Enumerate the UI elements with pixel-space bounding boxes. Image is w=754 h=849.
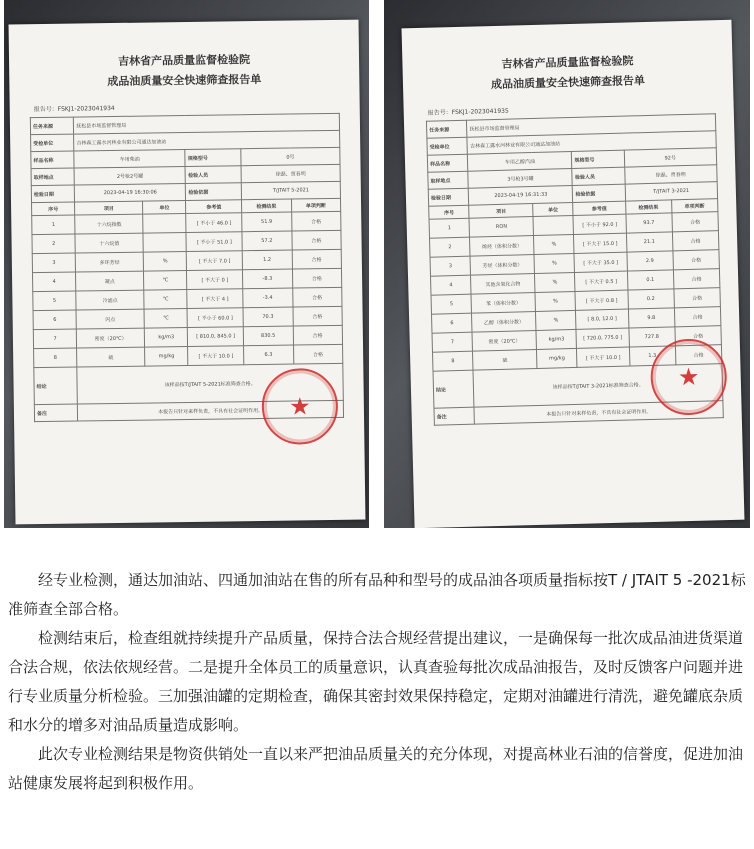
cell-result: 1.2: [242, 250, 292, 270]
cell-ref: [ 不大于 0.8 ]: [575, 290, 627, 310]
col-header: 参考值: [573, 201, 625, 215]
cell-result: 830.5: [243, 326, 293, 346]
info-label: 任务来源: [426, 120, 467, 138]
cell-item: 凝点: [76, 271, 144, 291]
conclusion-label: 结论: [433, 370, 474, 408]
cell-no: 1: [32, 215, 76, 235]
cell-result: 6.3: [244, 345, 294, 365]
cell-unit: kg/m3: [144, 327, 188, 347]
cell-ref: [ 不大于 10.0 ]: [577, 347, 629, 367]
cell-result: 0.2: [627, 289, 674, 309]
cell-no: 1: [429, 218, 470, 238]
info-value: 92号: [624, 148, 717, 167]
info-label: 样品名称: [31, 151, 74, 169]
info-label: 检验人员: [572, 167, 624, 185]
cell-ref: [ 不大于 0.5 ]: [575, 271, 627, 291]
conclusion-label: 结论: [34, 367, 78, 405]
info-value: 吉林森工露水河林业有限公司通达加油站: [74, 130, 340, 151]
col-header: 单位: [533, 202, 574, 216]
cell-unit: [143, 214, 187, 234]
cell-no: 5: [431, 294, 472, 314]
cell-unit: %: [535, 291, 576, 311]
info-value: 抚松县市场监督管理局: [74, 113, 340, 134]
info-label: 检验依据: [186, 183, 242, 201]
cell-no: 7: [432, 332, 473, 352]
cell-ref: [ 810.0, 845.0 ]: [188, 327, 244, 347]
official-seal: [261, 368, 338, 445]
star-icon: ★: [677, 362, 700, 392]
info-label: 检验日期: [31, 185, 74, 203]
cell-judge: 合格: [672, 231, 719, 251]
note-label: 备注: [34, 404, 77, 422]
cell-judge: 合格: [675, 345, 722, 365]
cell-result: 9.8: [628, 308, 675, 328]
col-header: 单位: [143, 201, 186, 215]
cell-judge: 合格: [672, 212, 719, 232]
info-label: 规格型号: [185, 149, 241, 167]
info-value: 2号枪2号罐: [74, 167, 185, 186]
col-header: 单项判断: [291, 198, 341, 212]
cell-no: 6: [33, 310, 77, 330]
cell-ref: [ 720.0, 775.0 ]: [576, 328, 628, 348]
cell-item: 硫: [473, 349, 537, 370]
note-text: 本报告只针对来样负责，不具有社会证明作用。: [474, 401, 723, 425]
info-value: 0号: [241, 147, 340, 165]
cell-judge: 合格: [673, 250, 720, 270]
info-label: 任务来源: [30, 117, 73, 135]
cell-unit: [143, 233, 187, 253]
col-header: 序号: [429, 205, 470, 219]
col-header: 序号: [32, 202, 75, 216]
cell-no: 8: [34, 348, 78, 368]
cell-item: 苯（体积分数）: [471, 293, 535, 314]
cell-result: 21.1: [626, 232, 673, 252]
cell-unit: kg/m3: [536, 329, 577, 349]
cell-judge: 合格: [673, 269, 720, 289]
cell-ref: [ 不小于 51.0 ]: [186, 232, 242, 252]
cell-ref: [ 8.0, 12.0 ]: [576, 309, 628, 329]
info-value: 吉林森工露水河林业有限公司通达加油站: [467, 131, 716, 155]
cell-item: 密度（20℃）: [472, 330, 536, 351]
info-value: 车用乙醇汽油: [468, 151, 572, 171]
cell-judge: 合格: [675, 326, 722, 346]
cell-result: 1.3: [629, 346, 676, 366]
col-header: 参考值: [186, 200, 242, 214]
info-label: 样品名称: [427, 154, 468, 172]
cell-result: 70.3: [243, 307, 293, 327]
report-title: 成品油质量安全快速筛查报告单: [107, 72, 262, 89]
cell-result: 2.9: [626, 251, 673, 271]
cell-result: 51.9: [242, 212, 292, 232]
cell-unit: ℃: [144, 308, 188, 328]
cell-no: 5: [33, 291, 77, 311]
cell-item: 多环芳烃: [75, 252, 143, 272]
cell-judge: 合格: [293, 344, 343, 364]
cell-ref: [ 不大于 15.0 ]: [574, 233, 626, 253]
info-label: 受检单位: [31, 134, 74, 152]
cell-item: 其他含氧化合物: [471, 274, 535, 295]
cell-item: 十六烷值: [75, 233, 143, 253]
cell-unit: %: [534, 234, 575, 254]
note-label: 备注: [434, 407, 475, 425]
cell-judge: 合格: [293, 325, 343, 345]
cell-ref: [ 不小于 60.0 ]: [187, 308, 243, 328]
cell-judge: 合格: [674, 288, 721, 308]
cell-judge: 合格: [674, 307, 721, 327]
cell-no: 3: [32, 253, 76, 273]
report-number: 报告号：FSKJ1-2023041935: [427, 107, 509, 117]
info-label: 受检单位: [427, 137, 468, 155]
info-label: 检验人员: [185, 166, 241, 184]
col-header: 检测结果: [625, 200, 672, 214]
cell-unit: %: [534, 253, 575, 273]
report-org: 吉林省产品质量监督检验院: [501, 54, 634, 71]
cell-no: 4: [431, 275, 472, 295]
cell-no: 8: [432, 351, 473, 371]
cell-no: 6: [432, 313, 473, 333]
report-sheet: [402, 20, 745, 528]
info-value: T/JTAIT 3-2021: [625, 182, 718, 201]
cell-ref: [ 不小于 92.0 ]: [573, 214, 625, 234]
cell-judge: 合格: [292, 268, 342, 288]
col-header: 单项判断: [671, 199, 718, 213]
conclusion-text: 该样品按T/JTAIT 3-2021标准筛查合格。: [473, 364, 722, 407]
cell-judge: 合格: [291, 230, 341, 250]
col-header: 检测结果: [242, 199, 292, 213]
conclusion-text: 该样品按T/JTAIT 5-2021标准筛查合格。: [77, 363, 343, 404]
cell-ref: [ 不小于 46.0 ]: [186, 213, 242, 233]
cell-unit: mg/kg: [145, 346, 189, 366]
cell-judge: 合格: [292, 287, 342, 307]
cell-no: 4: [32, 272, 76, 292]
paragraph: 检测结束后，检查组就持续提升产品质量，保持合法合规经营提出建议，一是确保每一批次成品油进货渠道合法合规，依法依规经营。二是提升全体员工的质量意识，认真查验每批次成品油报告，及时反馈客户问题并进行专业质量分析检验。三加强油罐的定期检查，确保其密封效果保持稳定，定期对油罐进行清洗，避免罐底杂质和水分的增多对油品质量造成影响。: [8, 629, 744, 734]
cell-no: 3: [430, 256, 471, 276]
info-label: 取样地点: [428, 171, 469, 189]
info-value: 徐磊、贾春明: [624, 165, 717, 184]
info-label: 检验日期: [428, 188, 469, 206]
info-label: 检验依据: [573, 184, 625, 202]
cell-no: 7: [33, 329, 77, 349]
report-sheet: [9, 20, 366, 525]
cell-no: 2: [430, 237, 471, 257]
cell-result: 57.2: [242, 231, 292, 251]
info-value: 2023-04-19 16:30:06: [75, 184, 186, 203]
cell-item: 硫: [77, 347, 145, 367]
info-value: T/JTAIT 5-2021: [241, 181, 340, 199]
info-label: 取样地点: [31, 168, 74, 186]
star-icon: ★: [288, 392, 311, 421]
paragraph: 此次专业检测结果是物资供销处一直以来严把油品质量关的充分体现，对提高林业石油的信誉度，促进加油站健康发展将起到积极作用。: [8, 745, 744, 792]
cell-no: 2: [32, 234, 76, 254]
cell-unit: [533, 215, 574, 235]
cell-item: 芳烃（体积分数）: [470, 255, 534, 276]
cell-unit: %: [535, 310, 576, 330]
note-text: 本报告只针对来样负责，不具有社会证明作用。: [78, 400, 344, 421]
cell-item: 烯烃（体积分数）: [470, 236, 534, 257]
cell-item: 乙醇（体积分数）: [472, 311, 536, 332]
cell-ref: [ 不大于 0 ]: [187, 270, 243, 290]
info-label: 规格型号: [572, 150, 624, 168]
cell-unit: ℃: [144, 289, 188, 309]
cell-item: 十六烷指数: [75, 214, 143, 234]
report-number: 报告号：FSKJ1-2023041934: [33, 104, 115, 114]
info-value: 3号枪3号罐: [468, 168, 572, 188]
report-title: 成品油质量安全快速筛查报告单: [490, 74, 646, 92]
cell-ref: [ 不大于 35.0 ]: [574, 252, 626, 272]
cell-result: 727.8: [628, 327, 675, 347]
paragraph: 经专业检测，通达加油站、四通加油站在售的所有品种和型号的成品油各项质量指标按T / JTAIT 5 -2021标准筛查全部合格。: [8, 571, 746, 618]
cell-ref: [ 不大于 7.0 ]: [187, 251, 243, 271]
info-value: 2023-04-19 16:31:33: [469, 185, 573, 205]
cell-judge: 合格: [293, 306, 343, 326]
cell-item: RON: [469, 217, 533, 238]
cell-judge: 合格: [291, 211, 341, 231]
cell-result: 93.7: [625, 213, 672, 233]
report-org: 吉林省产品质量监督检验院: [117, 53, 251, 68]
cell-unit: %: [143, 252, 187, 272]
col-header: 项目: [75, 201, 143, 215]
col-header: 项目: [469, 204, 533, 219]
info-value: 抚松县市场监督管理局: [467, 114, 716, 138]
info-value: 徐磊、贾春明: [241, 164, 340, 182]
cell-result: -3.4: [243, 288, 293, 308]
cell-unit: ℃: [144, 271, 188, 291]
article-body: [8, 566, 748, 798]
cell-item: 密度（20℃）: [77, 328, 145, 348]
report-photo-right: [384, 0, 750, 528]
cell-judge: 合格: [292, 249, 342, 269]
cell-unit: %: [535, 272, 576, 292]
info-value: 车用柴油: [74, 150, 185, 169]
cell-result: 0.1: [627, 270, 674, 290]
report-photo-left: [4, 0, 369, 528]
cell-result: -8.3: [243, 269, 293, 289]
cell-unit: mg/kg: [536, 348, 577, 368]
cell-ref: [ 不大于 4 ]: [187, 289, 243, 309]
cell-item: 闪点: [76, 309, 144, 329]
cell-ref: [ 不大于 10.0 ]: [188, 346, 244, 366]
cell-item: 冷滤点: [76, 290, 144, 310]
